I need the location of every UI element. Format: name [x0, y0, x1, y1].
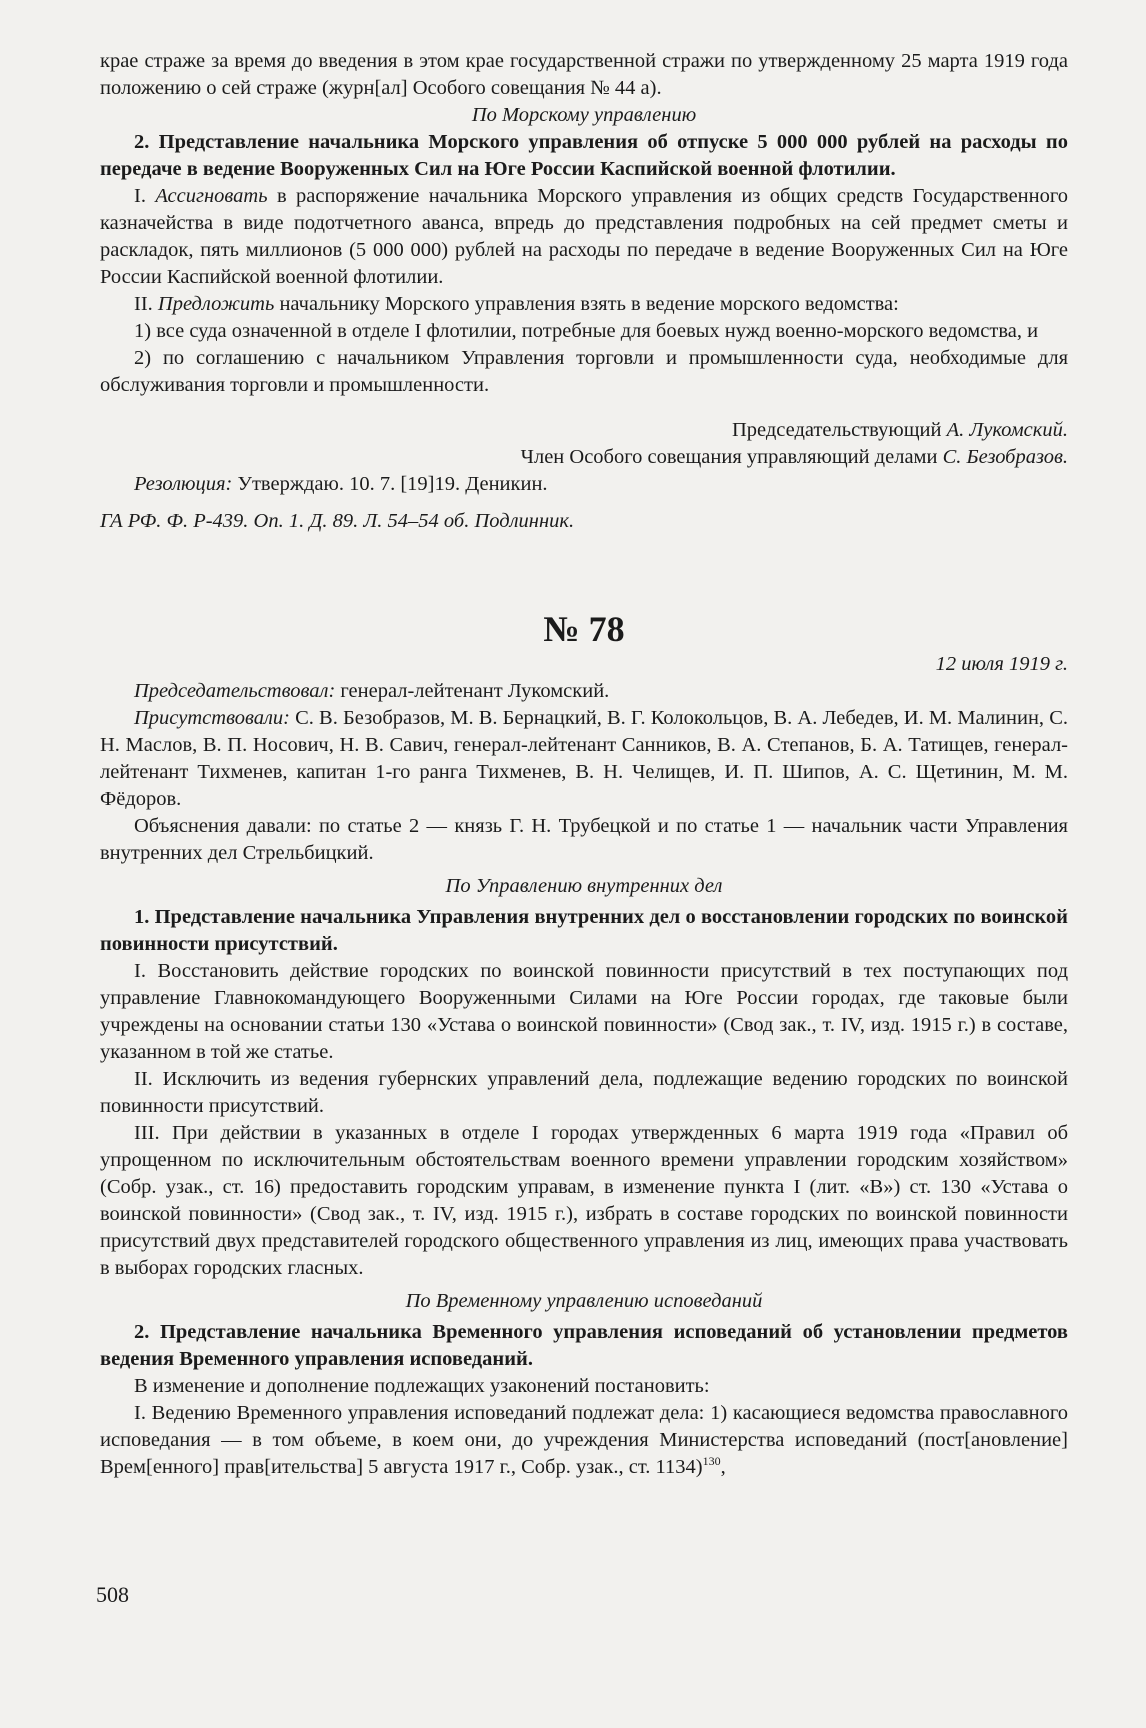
interior-item-1: I. Восстановить действие городских по воинской повинности присутствий в тех поступающих под управление Главнокомандующего Вооруженными Силами на Юге России городах, где таковые были учреждены на основании статьи 130 «Устава о воинской повинности» (Свод зак., т. IV, изд. 1915 г.) в составе, указанном в той же статье. [100, 960, 1068, 1063]
sub-item-1: 1) все суда означенной в отделе I флотилии, потребные для боевых нужд военно-морского ведомства, и [134, 320, 1039, 342]
chair-line: Председательствовал: генерал-лейтенант Лукомский. [134, 680, 610, 702]
confessions-intro: В изменение и дополнение подлежащих узаконений постановить: [134, 1375, 710, 1397]
footnote-ref: 130 [702, 1454, 721, 1469]
attendees: Присутствовали: С. В. Безобразов, М. В. Бернацкий, В. Г. Колокольцов, В. А. Лебедев, И. М. Малинин, С. Н. Маслов, В. П. Носович, Н. В. Савич, генерал-лейтенант Санников, В. А. Степанов, Б. А. Татищев, генерал-лейтенант Тихменев, капитан 1-го ранга Тихменев, В. Н. Челищев, И. П. Шипов, А. С. Щетинин, М. М. Фёдоров. [100, 707, 1068, 810]
intro-paragraph: крае страже за время до введения в этом крае государственной стражи по утвержденному 25 марта 1919 года положению о сей страже (журн[ал] Особого совещания № 44 а). [100, 50, 1068, 99]
document-date: 12 июля 1919 г. [935, 653, 1068, 675]
item-number: I. [134, 185, 156, 207]
section-title-confessions: По Временному управлению исповеданий [405, 1290, 763, 1312]
item-text: в распоряжение начальника Морского управления из общих средств Государственного казначейства в виде подотчетного аванса, впредь до представления подробных на сей предмет сметы и раскладок, пять миллионов (5 000 000) рублей на расходы по передаче в ведение Вооруженных Сил на Юге России Каспийской военной флотилии. [100, 185, 1069, 288]
explanations: Объяснения давали: по статье 2 — князь Г. Н. Трубецкой и по статье 1 — начальник части Управления внутренних дел Стрельбицкий. [100, 815, 1068, 864]
emphasis-word: Ассигновать [155, 185, 268, 207]
signature-secretary: Член Особого совещания управляющий делами С. Безобразов. [520, 446, 1068, 468]
resolution-line: Резолюция: Утверждаю. 10. 7. [19]19. Деникин. [134, 473, 548, 495]
page-number: 508 [96, 1582, 129, 1607]
interior-item-2: II. Исключить из ведения губернских управлений дела, подлежащие ведению городских по воинской повинности присутствий. [100, 1068, 1068, 1117]
item-heading-confessions: 2. Представление начальника Временного управления исповеданий об установлении предметов ведения Временного управления исповеданий. [100, 1321, 1068, 1370]
section-title-interior: По Управлению внутренних дел [445, 875, 723, 897]
item-number: II. [134, 293, 158, 315]
section-title-naval: По Морскому управлению [471, 104, 697, 126]
item-heading-interior: 1. Представление начальника Управления внутренних дел о восстановлении городских по воинской повинности присутствий. [100, 906, 1068, 955]
document-number: № 78 [543, 609, 625, 649]
archive-reference: ГА РФ. Ф. Р-439. Оп. 1. Д. 89. Л. 54–54 об. Подлинник. [100, 510, 575, 532]
interior-item-3: III. При действии в указанных в отделе I городах утвержденных 6 марта 1919 года «Правил об упрощенном по исключительным обстоятельствам военного времени управлении городским хозяйством» (Собр. узак., ст. 16) предоставить городским управам, в изменение пункта I (лит. «В») ст. 130 «Устава о воинской повинности» (Свод зак., т. IV, изд. 1915 г.), избрать в составе городских по воинской повинности присутствий двух представителей городского общественного управления из лиц, имеющих права участвовать в выборах городских гласных. [100, 1122, 1068, 1279]
confessions-item-1: I. Ведению Временного управления исповеданий подлежат дела: 1) касающиеся ведомства православного исповедания — в том объеме, в коем они, до учреждения Министерства исповеданий (пост[ановление] Врем[енного] прав[ительства] 5 августа 1917 г., Собр. узак., ст. 1134)$^{130}$, [100, 1402, 1068, 1478]
resolution-item-2 [100, 291, 1068, 318]
item-text: начальнику Морского управления взять в ведение морского ведомства: [274, 293, 899, 315]
text-column [100, 48, 1068, 1481]
signature-chair: Председательствующий А. Лукомский. [731, 419, 1068, 441]
item-heading-naval: 2. Представление начальника Морского управления об отпуске 5 000 000 рублей на расходы по передаче в ведение Вооруженных Сил на Юге России Каспийской военной флотилии. [100, 131, 1068, 180]
emphasis-word: Предложить [157, 293, 275, 315]
resolution-item-1 [100, 183, 1068, 291]
sub-item-2: 2) по соглашению с начальником Управления торговли и промышленности суда, необходимые для обслуживания торговли и промышленности. [100, 347, 1068, 396]
